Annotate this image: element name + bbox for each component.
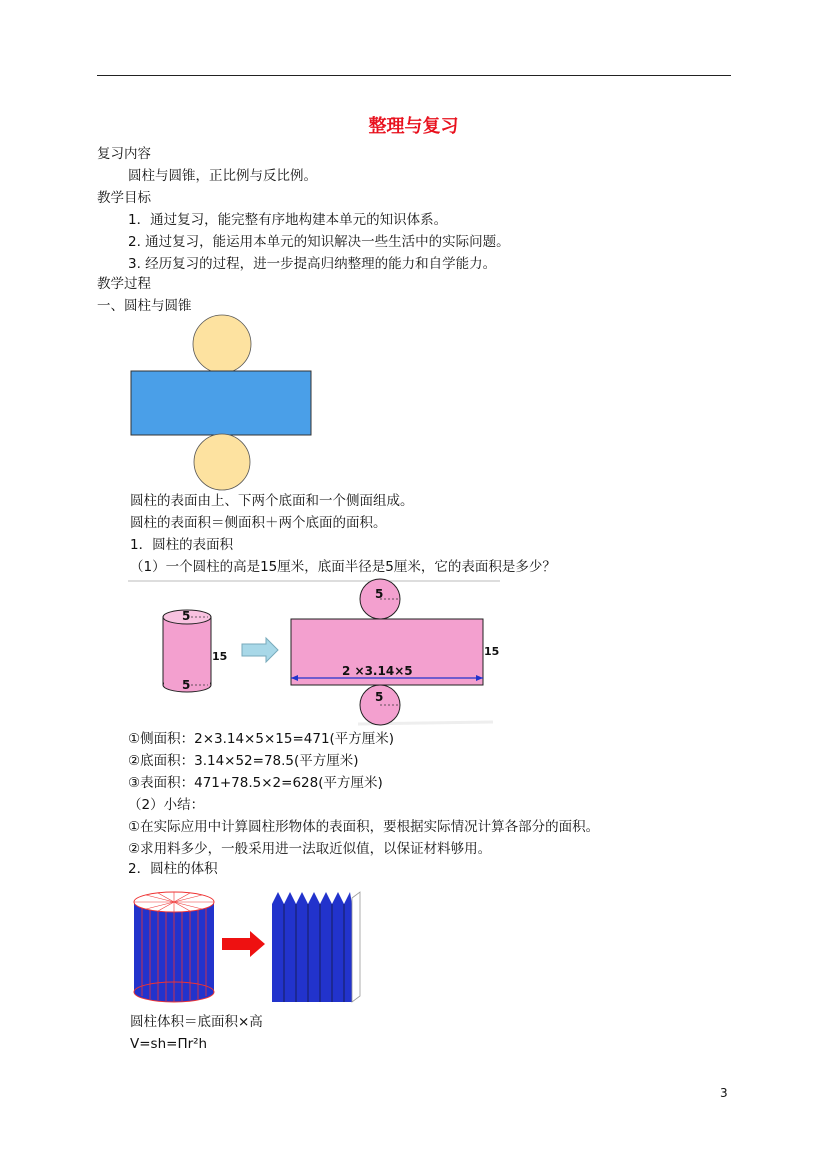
- surface-composition: 圆柱的表面由上、下两个底面和一个侧面组成。: [130, 493, 414, 509]
- red-arrow-icon: [222, 931, 265, 957]
- content-heading: 复习内容: [97, 146, 151, 162]
- surface-formula: 圆柱的表面积＝侧面积＋两个底面的面积。: [130, 515, 387, 531]
- transform-arrow-icon: [242, 638, 278, 662]
- calc-base-area: ②底面积：3.14×52=78.5(平方厘米): [128, 753, 359, 769]
- goal-2: 2. 通过复习，能运用本单元的知识解决一些生活中的实际问题。: [128, 234, 510, 250]
- calc-surface-area: ③表面积：471+78.5×2=628(平方厘米): [128, 775, 383, 791]
- goal-3: 3. 经历复习的过程，进一步提高归纳整理的能力和自学能力。: [128, 256, 497, 272]
- sliced-cylinder: [134, 892, 214, 1002]
- page-title: 整理与复习: [368, 116, 459, 137]
- process-heading: 教学过程: [97, 276, 151, 292]
- summary-1: ①在实际应用中计算圆柱形物体的表面积，要根据实际情况计算各部分的面积。: [128, 819, 600, 835]
- net-height-label: 15: [484, 645, 500, 658]
- net-radius-bottom-label: 5: [375, 690, 384, 704]
- cyl-radius-top-label: 5: [182, 609, 191, 623]
- goals-heading: 教学目标: [97, 190, 151, 206]
- question-1: （1）一个圆柱的高是15厘米，底面半径是5厘米，它的表面积是多少？: [130, 559, 556, 575]
- content-text: 圆柱与圆锥，正比例与反比例。: [128, 168, 317, 184]
- summary-heading: （2）小结：: [128, 797, 205, 813]
- header-rule: [97, 75, 731, 76]
- rearranged-prism: [272, 892, 360, 1002]
- summary-2: ②求用料多少，一般采用进一法取近似值，以保证材料够用。: [128, 841, 492, 857]
- sub-heading-surface: 1．圆柱的表面积: [130, 537, 234, 553]
- goal-1: 1．通过复习，能完整有序地构建本单元的知识体系。: [128, 212, 448, 228]
- volume-formula: 圆柱体积＝底面积×高: [130, 1014, 263, 1030]
- part-1-heading: 一、圆柱与圆锥: [97, 298, 192, 314]
- surface-area-figure: [128, 580, 503, 728]
- volume-figure: [128, 884, 368, 1008]
- net-top-circle: [193, 315, 251, 373]
- cyl-radius-bottom-label: 5: [182, 678, 191, 692]
- net-length-label: 2 ×3.14×5: [342, 664, 413, 678]
- net-radius-top-label: 5: [375, 587, 384, 601]
- page-number: 3: [720, 1086, 728, 1100]
- volume-symbol-formula: V=sh=Πr²h: [130, 1036, 208, 1052]
- cylinder-net-figure: [128, 318, 318, 490]
- net-side-rect: [131, 371, 311, 435]
- sub-heading-volume: 2．圆柱的体积: [128, 861, 218, 877]
- calc-lateral-area: ①侧面积：2×3.14×5×15=471(平方厘米): [128, 731, 395, 747]
- net-bottom-circle: [194, 434, 250, 490]
- cyl-height-label: 15: [212, 650, 228, 663]
